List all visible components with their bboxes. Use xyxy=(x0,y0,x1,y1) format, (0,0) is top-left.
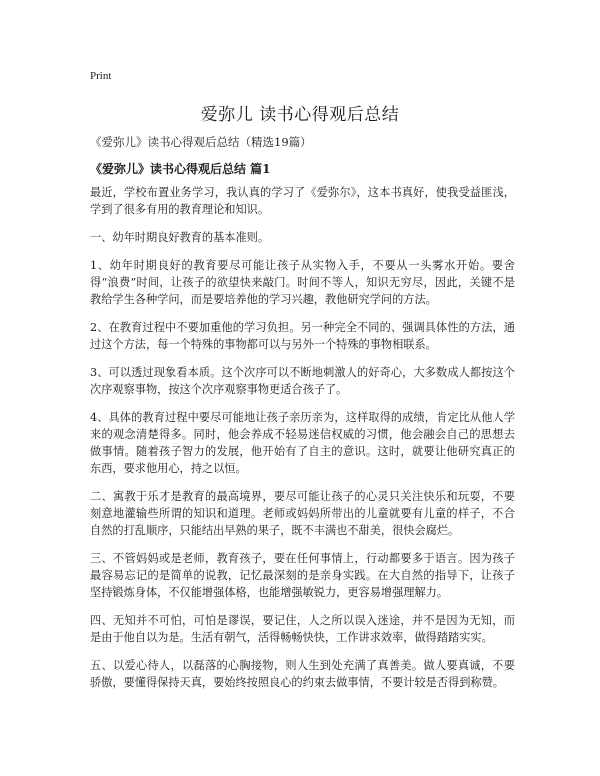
document-title: 爱弥儿 读书心得观后总结 xyxy=(200,105,400,125)
paragraph-point-1-3: 3、可以透过现象看本质。这个次序可以不断地刺激人的好奇心，大多数成人都按这个次序观察事物，按这个次序观察事物更适合孩子了。 xyxy=(90,366,515,396)
paragraph-point-1-1: 1、幼年时期良好的教育要尽可能让孩子从实物入手，不要从一头雾水开始。要舍得“浪费”时间，让孩子的欲望快来敲门。时间不等人，知识无穷尽，因此，关键不是教给学生各种学问，而是要培养他的学习兴趣，教他研究学问的方法。 xyxy=(90,259,515,306)
document-subtitle: 《爱弥儿》读书心得观后总结（精选19篇） xyxy=(90,135,312,149)
document-body xyxy=(90,184,515,702)
paragraph-point-1-4: 4、具体的教育过程中要尽可能地让孩子亲历亲为，这样取得的成绩，肯定比从他人学来的观念清楚得多。同时，他会养成不轻易迷信权威的习惯，他会融会自己的思想去做事情。随着孩子智力的发展，他开始有了自主的意识。这时，就要让他研究真正的东西，要求他用心，持之以恒。 xyxy=(90,411,515,475)
paragraph-point-5: 五、以爱心待人，以磊落的心胸接物，则人生到处充满了真善美。做人要真诚，不要骄傲，要懂得保持天真，要始终按照良心的约束去做事情，不要计较是否得到称赞。 xyxy=(90,659,515,689)
print-link[interactable]: Print xyxy=(90,70,112,82)
paragraph-point-2: 二、寓教于乐才是教育的最高境界，要尽可能让孩子的心灵只关注快乐和玩耍，不要刻意地灌输些所谓的知识和道理。老师或妈妈所带出的儿童就要有儿童的样子，不合自然的打乱顺序，只能结出早熟的果子，既不丰满也不甜美，很快会腐烂。 xyxy=(90,490,515,537)
paragraph-point-3: 三、不管妈妈或是老师，教育孩子，要在任何事情上，行动都要多于语言。因为孩子最容易忘记的是简单的说教，记忆最深刻的是亲身实践。在大自然的指导下，让孩子坚持锻炼身体，不仅能增强体格，也能增强敏锐力，更容易增强理解力。 xyxy=(90,552,515,599)
paragraph-intro: 最近，学校布置业务学习，我认真的学习了《爱弥尔》，这本书真好，使我受益匪浅，学到了很多有用的教育理论和知识。 xyxy=(90,186,515,216)
paragraph-point-1-2: 2、在教育过程中不要加重他的学习负担。另一种完全不同的、强调具体性的方法，通过这个方法，每一个特殊的事物都可以与另外一个特殊的事物相联系。 xyxy=(90,321,515,351)
paragraph-point-1-heading: 一、幼年时期良好教育的基本准则。 xyxy=(90,231,270,244)
section-heading: 《爱弥儿》读书心得观后总结 篇1 xyxy=(90,162,271,176)
paragraph-point-4: 四、无知并不可怕，可怕是谬误，要记住，人之所以误入迷途，并不是因为无知，而是由于他自以为是。生活有朝气，活得畅畅快快，工作讲求效率，做得踏踏实实。 xyxy=(90,614,515,644)
